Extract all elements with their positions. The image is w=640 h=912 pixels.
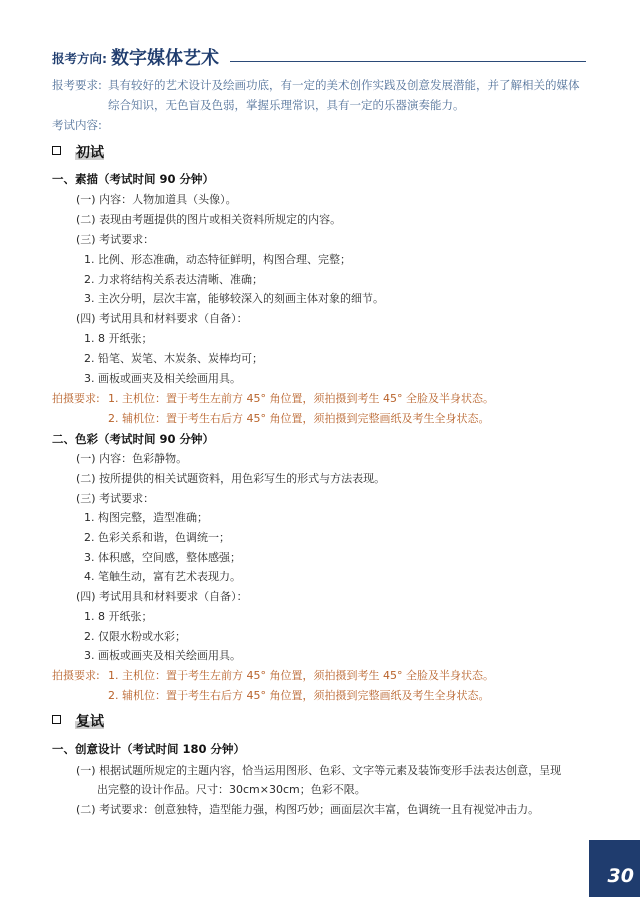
requirements-line-2: 综合知识，无色盲及色弱，掌握乐理常识，具有一定的乐器演奏能力。 xyxy=(108,98,465,112)
color-item: 1. 构图完整，造型准确； xyxy=(84,511,208,524)
sketch-item: (三) 考试要求： xyxy=(76,233,155,246)
design-heading: 一、创意设计（考试时间 180 分钟） xyxy=(52,742,246,756)
color-item: 2. 仅限水粉或水彩； xyxy=(84,630,186,643)
requirements-label: 报考要求: xyxy=(52,78,102,92)
sketch-item: (一) 内容：人物加道具（头像）。 xyxy=(76,193,237,206)
color-item: 2. 色彩关系和谐，色调统一； xyxy=(84,531,230,544)
section-title-first-round: 初试 xyxy=(76,145,104,161)
photo-requirement-label: 拍摄要求: xyxy=(52,669,100,682)
page-title: 数字媒体艺术 xyxy=(111,48,219,69)
sketch-item: 1. 8 开纸张； xyxy=(84,332,153,345)
sketch-item: 3. 画板或画夹及相关绘画用具。 xyxy=(84,372,241,385)
checkbox-icon xyxy=(52,715,61,724)
color-item: 3. 体积感，空间感，整体感强； xyxy=(84,551,241,564)
header-rule xyxy=(230,61,586,62)
color-heading: 二、色彩（考试时间 90 分钟） xyxy=(52,432,215,446)
color-item: (二) 按所提供的相关试题资料，用色彩写生的形式与方法表现。 xyxy=(76,472,386,485)
photo-requirement-main: 1. 主机位：置于考生左前方 45° 角位置，须拍摄到考生 45° 全脸及半身状态。 xyxy=(108,669,494,682)
photo-requirement-label: 拍摄要求: xyxy=(52,392,100,405)
color-item: 3. 画板或画夹及相关绘画用具。 xyxy=(84,649,241,662)
section-title-second-round: 复试 xyxy=(76,714,104,730)
design-item-2: (二) 考试要求：创意独特，造型能力强，构图巧妙；画面层次丰富，色调统一且有视觉冲击力。 xyxy=(76,803,540,816)
sketch-item: 2. 力求将结构关系表达清晰、准确； xyxy=(84,273,263,286)
color-item: (三) 考试要求： xyxy=(76,492,155,505)
color-item: (一) 内容：色彩静物。 xyxy=(76,452,188,465)
color-item: (四) 考试用具和材料要求（自备）： xyxy=(76,590,248,603)
photo-requirement-aux: 2. 辅机位：置于考生右后方 45° 角位置，须拍摄到完整画纸及考生全身状态。 xyxy=(108,689,490,702)
sketch-heading: 一、素描（考试时间 90 分钟） xyxy=(52,172,215,186)
sketch-item: (四) 考试用具和材料要求（自备）： xyxy=(76,312,248,325)
sketch-item: 3. 主次分明，层次丰富，能够较深入的刻画主体对象的细节。 xyxy=(84,292,384,305)
direction-label: 报考方向: xyxy=(52,51,107,66)
sketch-item: 1. 比例、形态准确，动态特征鲜明，构图合理、完整； xyxy=(84,253,351,266)
exam-content-label: 考试内容: xyxy=(52,118,102,132)
page-number: 30 xyxy=(589,840,640,897)
color-item: 4. 笔触生动，富有艺术表现力。 xyxy=(84,570,241,583)
photo-requirement-aux: 2. 辅机位：置于考生右后方 45° 角位置，须拍摄到完整画纸及考生全身状态。 xyxy=(108,412,490,425)
sketch-item: (二) 表现由考题提供的图片或相关资料所规定的内容。 xyxy=(76,213,342,226)
design-item-1-line-1: (一) 根据试题所规定的主题内容，恰当运用图形、色彩、文字等元素及装饰变形手法表达创意，呈现 xyxy=(76,764,562,777)
requirements-line-1: 具有较好的艺术设计及绘画功底，有一定的美术创作实践及创意发展潜能，并了解相关的媒体 xyxy=(108,78,580,92)
photo-requirement-main: 1. 主机位：置于考生左前方 45° 角位置，须拍摄到考生 45° 全脸及半身状态。 xyxy=(108,392,494,405)
checkbox-icon xyxy=(52,146,61,155)
color-item: 1. 8 开纸张； xyxy=(84,610,153,623)
design-item-1-line-2: 出完整的设计作品。尺寸：30cm×30cm；色彩不限。 xyxy=(97,783,366,796)
sketch-item: 2. 铅笔、炭笔、木炭条、炭棒均可； xyxy=(84,352,263,365)
